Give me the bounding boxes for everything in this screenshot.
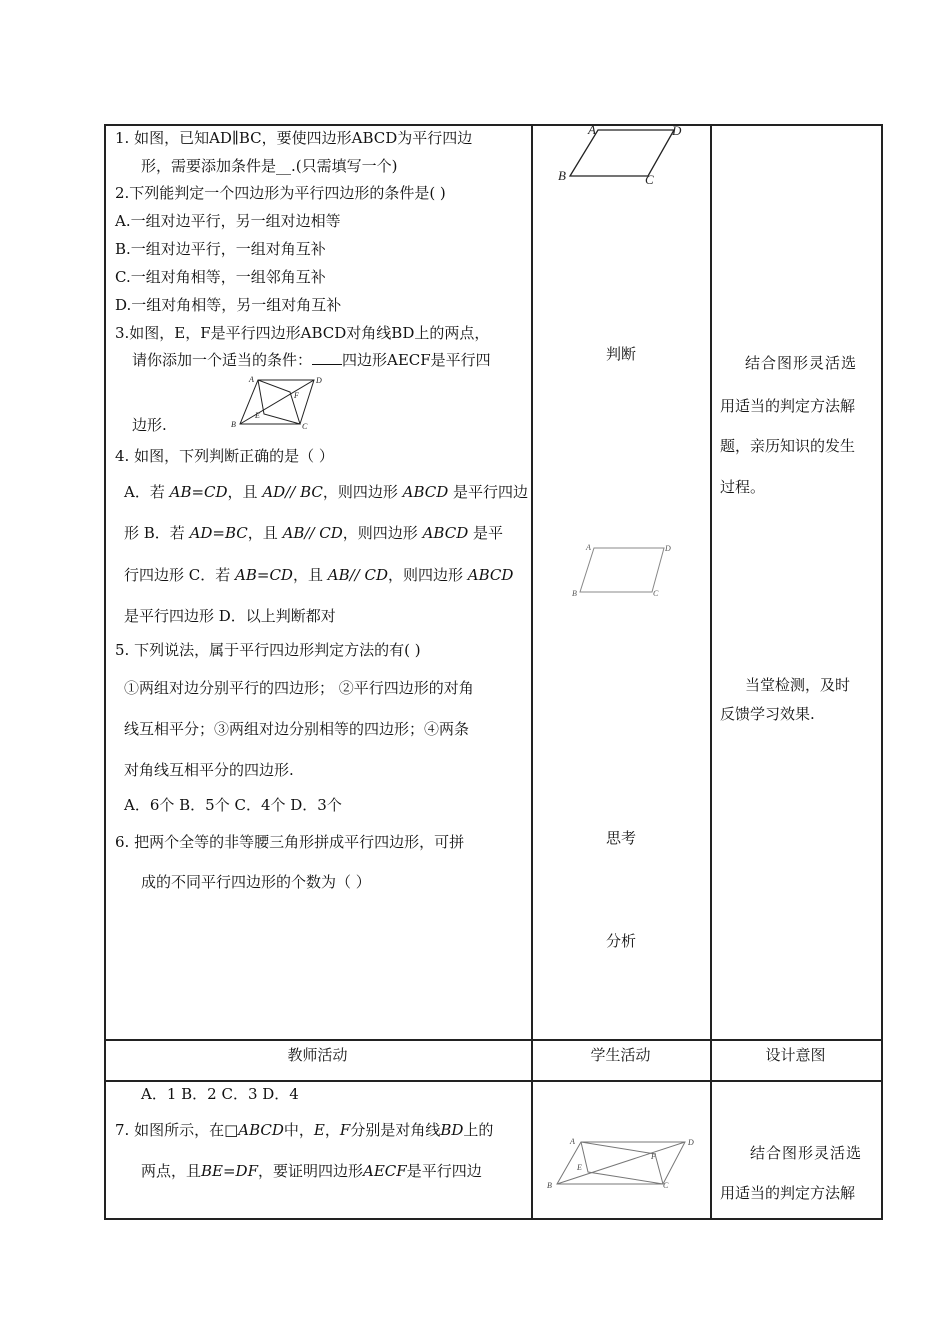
q7-label-b: B [547, 1181, 552, 1190]
q4-l3-d: AB// CD [327, 566, 388, 584]
bottom-intent-line-2: 用适当的判定方法解 [720, 1184, 856, 1202]
bottom-options: A．1 B．2 C．3 D．4 [141, 1085, 299, 1103]
design-intent-2-line-2: 反馈学习效果. [720, 705, 815, 723]
q4-l3-a: 行四边形 C．若 [124, 566, 236, 584]
q7-figure [543, 1132, 703, 1192]
fig1-label-d: D [672, 123, 682, 138]
q4-l3-c: ，且 [292, 566, 328, 584]
q2-option-c: C.一组对角相等，一组邻角互补 [115, 268, 326, 286]
q3-label-c: C [302, 422, 308, 430]
q7-l1-c: 中， [283, 1121, 314, 1139]
q7-l1-e: ， [324, 1121, 340, 1139]
q3-line-2-prefix: 请你添加一个适当的条件： [132, 351, 313, 369]
design-intent-1-line-4: 过程。 [720, 478, 766, 496]
fig2-label-a: A [586, 543, 591, 552]
design-intent-1-line-3: 题，亲历知识的发生 [720, 437, 856, 455]
q4-line-4: 是平行四边形 D．以上判断都对 [124, 607, 336, 625]
q4-l1-c: ，且 [227, 483, 263, 501]
q2-stem: 2.下列能判定一个四边形为平行四边形的条件是( ) [115, 184, 446, 202]
q4-l2-f: ABCD [422, 524, 469, 542]
fig1-label-b: B [558, 168, 566, 183]
q7-l1-h: BD [440, 1121, 464, 1139]
q7-l2-e: 是平行四边 [406, 1162, 482, 1180]
q5-options: A．6个 B．5个 C．4个 D．3个 [124, 796, 342, 814]
q7-l1-d: E [313, 1121, 325, 1139]
q3-label-f: F [294, 391, 299, 400]
header-student-activity: 学生活动 [590, 1046, 651, 1064]
q7-label-d: D [688, 1138, 694, 1147]
q7-l1-f: F [339, 1121, 351, 1139]
q7-l2-a: 两点，且 [141, 1162, 202, 1180]
q2-option-a: A.一组对边平行，另一组对边相等 [115, 212, 341, 230]
parallelogram-figure-2 [566, 540, 678, 600]
q7-l1-a: 7. 如图所示，在 [115, 1121, 225, 1139]
bottom-intent-line-1: 结合图形灵活选 [750, 1144, 863, 1162]
q4-l1-b: AB=CD [169, 483, 228, 501]
table-row-line-2 [104, 1080, 882, 1082]
table-border-top [104, 124, 882, 126]
q4-line-3 [124, 565, 513, 585]
q3-label-a: A [249, 375, 254, 384]
fig2-label-b: B [572, 589, 577, 598]
q4-l1-g: 是平行四边 [448, 483, 529, 501]
q7-label-c: C [663, 1181, 669, 1190]
q4-l1-f: ABCD [402, 483, 449, 501]
q4-l2-d: AB// CD [282, 524, 343, 542]
fig2-label-d: D [665, 544, 671, 553]
header-design-intent: 设计意图 [765, 1046, 826, 1064]
fig1-label-a: A [588, 122, 596, 137]
q5-line-3: 对角线互相平分的四边形. [124, 761, 294, 779]
design-intent-1-line-1: 结合图形灵活选 [745, 354, 858, 372]
parallelogram-figure-1 [552, 120, 692, 186]
q5-stem: 5. 下列说法，属于平行四边形判定方法的有( ) [115, 641, 421, 659]
q4-stem: 4. 如图，下列判断正确的是（ ） [115, 447, 334, 465]
fig1-label-c: C [645, 172, 654, 186]
q7-l2-d: AECF [363, 1162, 407, 1180]
q4-line-2 [124, 523, 503, 543]
q6-line-1: 6. 把两个全等的非等腰三角形拼成平行四边形，可拼 [115, 833, 465, 851]
student-activity-analyze: 分析 [606, 932, 637, 950]
q3-figure [228, 372, 324, 430]
q4-l3-e: ，则四边形 [387, 566, 468, 584]
q3-line-2 [132, 350, 491, 370]
table-row-line-1 [104, 1039, 882, 1041]
q4-l2-e: ，则四边形 [342, 524, 423, 542]
header-teacher-activity: 教师活动 [287, 1046, 348, 1064]
q3-label-e: E [255, 411, 260, 420]
fig2-label-c: C [653, 589, 659, 598]
q7-label-f: F [651, 1152, 656, 1161]
q4-l2-b: AD=BC [189, 524, 248, 542]
q3-label-b: B [231, 420, 236, 429]
q4-l1-a: A．若 [124, 483, 170, 501]
q7-l1-i: 上的 [463, 1121, 494, 1139]
q4-l3-b: AB=CD [235, 566, 293, 584]
student-activity-judge: 判断 [606, 345, 637, 363]
q3-label-d: D [316, 376, 322, 385]
q5-line-1: ①两组对边分别平行的四边形； ②平行四边形的对角 [124, 679, 474, 697]
q4-l3-f: ABCD [467, 566, 514, 584]
q4-l1-e: ，则四边形 [322, 483, 403, 501]
q7-label-e: E [577, 1163, 582, 1172]
q3-answer-blank [312, 364, 342, 365]
q4-l2-g: 是平 [468, 524, 503, 542]
q7-l1-g: 分别是对角线 [350, 1121, 441, 1139]
q3-line-1: 3.如图，E，F是平行四边形ABCD对角线BD上的两点， [115, 324, 490, 342]
q7-line-2 [141, 1161, 482, 1181]
table-border-right [881, 124, 883, 1220]
q2-option-d: D.一组对角相等，另一组对角互补 [115, 296, 342, 314]
q4-l2-a: 形 B．若 [124, 524, 190, 542]
q4-l2-c: ，且 [247, 524, 283, 542]
design-intent-1-line-2: 用适当的判定方法解 [720, 397, 856, 415]
q4-l1-d: AD// BC [262, 483, 323, 501]
table-border-bottom [104, 1218, 882, 1220]
q7-line-1 [115, 1120, 493, 1140]
q7-label-a: A [570, 1137, 575, 1146]
student-activity-think: 思考 [606, 829, 637, 847]
q1-line-1: 1. 如图，已知AD∥BC，要使四边形ABCD为平行四边 [115, 129, 473, 147]
design-intent-2-line-1: 当堂检测，及时 [745, 676, 851, 694]
q3-line-3: 边形. [132, 416, 167, 434]
q7-l1-b: □ABCD [224, 1121, 284, 1139]
q6-line-2: 成的不同平行四边形的个数为（ ） [141, 873, 371, 891]
q1-line-2: 形，需要添加条件是__.(只需填写一个) [141, 157, 398, 175]
q3-line-2-suffix: 四边形AECF是平行四 [342, 351, 491, 369]
q7-l2-c: ，要证明四边形 [258, 1162, 364, 1180]
q5-line-2: 线互相平分；③两组对边分别相等的四边形；④两条 [124, 720, 470, 738]
q2-option-b: B.一组对边平行，一组对角互补 [115, 240, 326, 258]
q7-l2-b: BE=DF [201, 1162, 258, 1180]
q4-line-1 [124, 482, 528, 502]
